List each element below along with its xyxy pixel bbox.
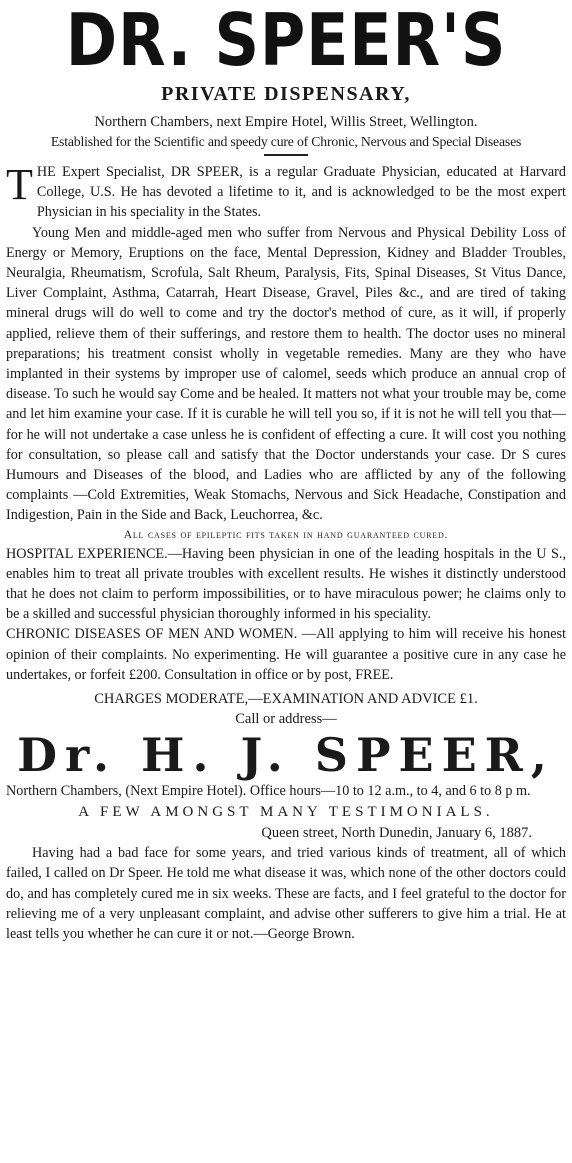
address-line: Northern Chambers, next Empire Hotel, Willis Street, Wellington. [94,114,478,130]
chronic-paragraph: CHRONIC DISEASES OF MEN AND WOMEN. —All applying to him will receive his honest opinion of their complaints. No experimenting. He will guarantee a positive cure in any case he undertakes, or forfeit £200. Consultation in office or by post, FREE. [6,626,566,683]
divider [264,154,308,156]
testimonial-block [6,843,566,944]
intro-text: HE Expert Specialist, DR SPEER, is a regular Graduate Physician, educated at Harvard College, U.S. He has devoted a lifetime to it, and is acknowledged to be the most expert Physician in his speciality in the States. [36,164,566,221]
hospital-paragraph: HOSPITAL EXPERIENCE.—Having been physician in one of the leading hospitals in the U S., enables him to treat all private troubles with excellent results. He wishes it distinctly understood that he does not claim to perform impossibilities, or to have miraculous power; he claims only to be a skilled and successful physician thoroughly informed in his speciality. [6,545,566,623]
body-text [6,162,566,685]
doctor-name: Dr. H. J. SPEER, [17,728,555,783]
charges-line: CHARGES MODERATE,—EXAMINATION AND ADVICE £1. [94,691,478,708]
young-men-paragraph: Young Men and middle-aged men who suffer from Nervous and Physical Debility Loss of Energy or Memory, Eruptions on the face, Mental Depression, Kidney and Bladder Troubles, Neuralgia, Rheumatism, Scrofula, Salt Rheum, Paralysis, Fits, Spinal Diseases, St Vitus Dance, Liver Complaint, Asthma, Catarrah, Heart Disease, Gravel, Piles &c., and are tired of taking mineral drugs will do well to come and try the doctor's method of cure, as it will, if properly applied, relieve them of their sufferings, and restore them to health. The doctor uses no mineral preparations; his treatment consist wholly in vegetable remedies. Many are they who have implanted in their systems by improper use of calomel, seeds which produce an annual crop of disease. To such he would say Come and be healed. It matters not what your trouble may be, come and let him examine your case. If it is curable he will tell you so, if it is not he will tell you that—for he will not undertake a case unless he is confident of effecting a cure. It will cost you nothing for consultation, so please call and satisfy that the Doctor understands your case. Dr S cures Humours and Diseases of the blood, and Ladies who are afflicted by any of the following complaints —Cold Extremities, Weak Stomachs, Nervous and Sick Headache, Constipation and Indigestion, Pain in the Side and Back, Leuchorrea, &c. [6,224,566,524]
office-block [6,781,566,801]
testimonials-heading: A FEW AMONGST MANY TESTIMONIALS. [78,804,494,821]
testimonial-dateline: Queen street, North Dunedin, January 6, 1887. [261,825,532,842]
intro-paragraph [6,162,566,223]
testimonial-text: Having had a bad face for some years, and tried various kinds of treatment, all of which failed, I called on Dr Speer. He told me what disease it was, which none of the other doctors could do, and has completely cured me in six weeks. These are facts, and I feel grateful to the doctor for relieving me of a very unpleasant complaint, and advise other sufferers to give him a trial. He at least tells you whether he can cure it or not.—George Brown. [6,845,566,943]
epileptic-notice: All cases of epileptic fits taken in hand guaranteed cured. [123,528,449,541]
drop-cap: T [6,160,33,209]
masthead-title: DR. SPEER'S [65,0,507,82]
call-line: Call or address— [235,711,337,728]
subtitle: PRIVATE DISPENSARY, [161,83,411,105]
office-paragraph: Northern Chambers, (Next Empire Hotel). Office hours—10 to 12 a.m., to 4, and 6 to 8 p m. [6,783,531,800]
established-line: Established for the Scientific and speedy cure of Chronic, Nervous and Special Diseases [50,134,522,149]
